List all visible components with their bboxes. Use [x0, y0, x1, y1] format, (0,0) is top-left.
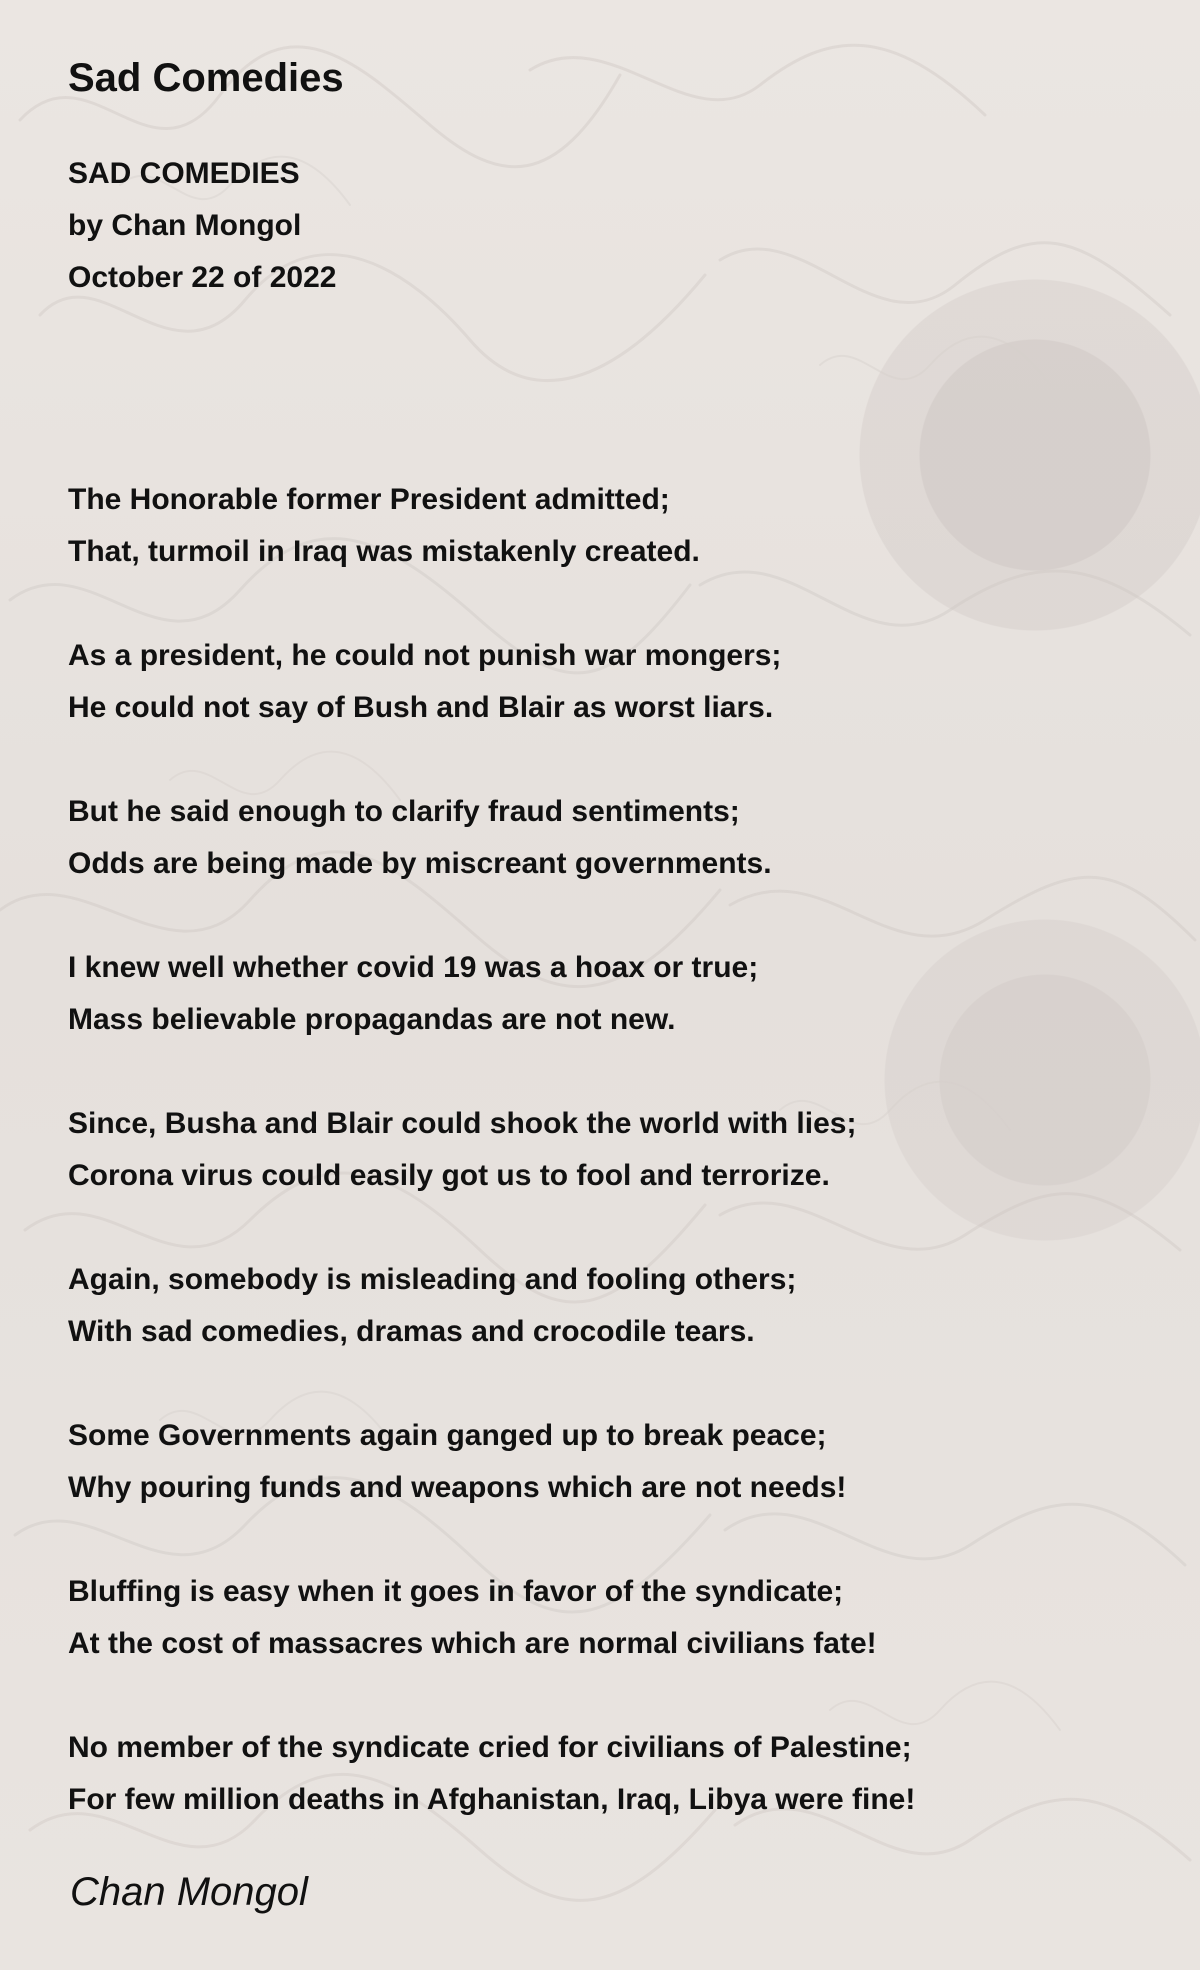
poem-line: Why pouring funds and weapons which are not needs!: [68, 1471, 847, 1504]
poem-line: Some Governments again ganged up to break peace;: [68, 1419, 827, 1452]
poem-title: Sad Comedies: [68, 56, 344, 100]
poem-stanza: [68, 942, 1108, 1046]
poem-line: But he said enough to clarify fraud sentiments;: [68, 795, 740, 828]
poem-stanza: [68, 630, 1108, 734]
poem-line: Mass believable propagandas are not new.: [68, 1003, 676, 1036]
poem-stanza: [68, 1098, 1108, 1202]
poem-line: The Honorable former President admitted;: [68, 483, 670, 516]
poem-line: Again, somebody is misleading and fooling others;: [68, 1263, 797, 1296]
poem-line: I knew well whether covid 19 was a hoax or true;: [68, 951, 759, 984]
poem-line: Since, Busha and Blair could shook the world with lies;: [68, 1107, 857, 1140]
poem-line: Bluffing is easy when it goes in favor of the syndicate;: [68, 1575, 844, 1608]
poem-stanza: [68, 1722, 1108, 1826]
poem-author-byline: by Chan Mongol: [68, 209, 302, 242]
poem-line: No member of the syndicate cried for civilians of Palestine;: [68, 1731, 912, 1764]
poem-line: At the cost of massacres which are normal civilians fate!: [68, 1627, 877, 1660]
poem-header: [68, 148, 1108, 304]
poem-body: [68, 474, 1108, 1826]
poem-line: Odds are being made by miscreant governments.: [68, 847, 772, 880]
poem-line: He could not say of Bush and Blair as worst liars.: [68, 691, 774, 724]
poem-line: As a president, he could not punish war mongers;: [68, 639, 782, 672]
poem-stanza: [68, 474, 1108, 578]
poem-stanza: [68, 1410, 1108, 1514]
poem-page: [68, 54, 1108, 1826]
poem-date: October 22 of 2022: [68, 261, 337, 294]
poem-stanza: [68, 786, 1108, 890]
poem-line: For few million deaths in Afghanistan, Iraq, Libya were fine!: [68, 1783, 916, 1816]
poem-stanza: [68, 1566, 1108, 1670]
poem-line: That, turmoil in Iraq was mistakenly created.: [68, 535, 700, 568]
poem-line: With sad comedies, dramas and crocodile tears.: [68, 1315, 755, 1348]
poem-line: Corona virus could easily got us to fool and terrorize.: [68, 1159, 830, 1192]
poem-header-title: SAD COMEDIES: [68, 157, 300, 190]
author-signature: Chan Mongol: [70, 1870, 308, 1914]
poem-stanza: [68, 1254, 1108, 1358]
